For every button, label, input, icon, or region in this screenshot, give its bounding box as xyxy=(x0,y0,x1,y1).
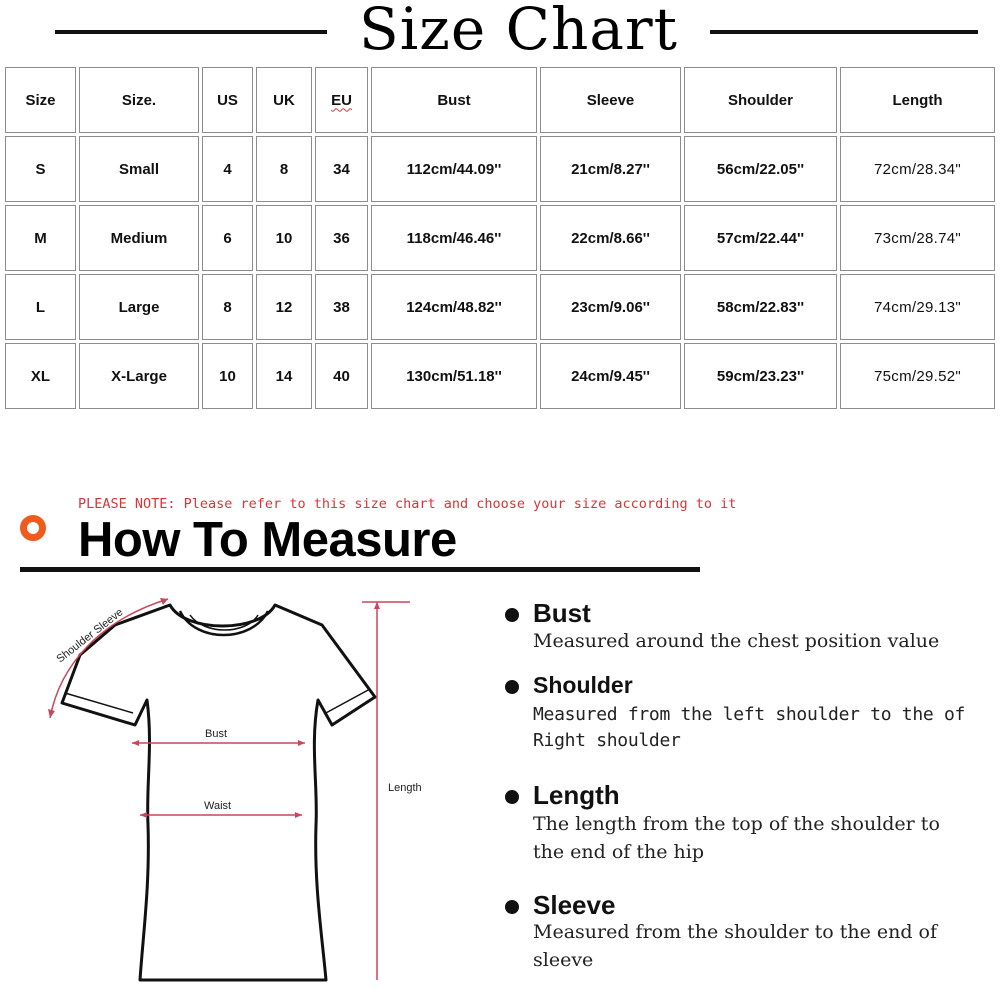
cell-length: 72cm/28.34" xyxy=(840,136,995,202)
bullet-icon xyxy=(505,900,519,914)
cell-sleeve: 22cm/8.66'' xyxy=(540,205,681,271)
definition-desc: The length from the top of the shoulder to the end of the hip xyxy=(533,813,940,863)
cell-us: 4 xyxy=(202,136,253,202)
tshirt-illustration xyxy=(20,585,480,985)
cell-bust: 118cm/46.46'' xyxy=(371,205,537,271)
header-cell-size: Size xyxy=(5,67,76,133)
cell-bust: 130cm/51.18'' xyxy=(371,343,537,409)
cell-size-name: Medium xyxy=(79,205,199,271)
header-eu-label: EU xyxy=(331,91,352,109)
table-row xyxy=(5,274,995,340)
cell-sleeve: 21cm/8.27'' xyxy=(540,136,681,202)
definition-term: Length xyxy=(533,780,620,810)
cell-shoulder: 59cm/23.23'' xyxy=(684,343,837,409)
cell-uk: 14 xyxy=(256,343,312,409)
header-rule-left xyxy=(55,30,327,34)
definition-term: Sleeve xyxy=(533,890,616,920)
length-label: Length xyxy=(388,782,422,794)
cell-sleeve: 23cm/9.06'' xyxy=(540,274,681,340)
cell-us: 6 xyxy=(202,205,253,271)
bullet-icon xyxy=(505,608,519,622)
size-table xyxy=(2,64,998,412)
cell-uk: 8 xyxy=(256,136,312,202)
cell-eu: 36 xyxy=(315,205,368,271)
cell-length: 75cm/29.52" xyxy=(840,343,995,409)
header-rule-right xyxy=(710,30,978,34)
bullet-icon xyxy=(505,790,519,804)
header-cell-length: Length xyxy=(840,67,995,133)
header-cell-eu xyxy=(315,67,368,133)
table-header-row xyxy=(5,67,995,133)
cell-size-name: Small xyxy=(79,136,199,202)
cell-size: M xyxy=(5,205,76,271)
bullet-icon xyxy=(505,680,519,694)
table-bottom-mask xyxy=(0,412,1000,490)
size-chart-title: Size Chart xyxy=(359,0,678,63)
cell-size: L xyxy=(5,274,76,340)
table-row xyxy=(5,205,995,271)
cell-us: 8 xyxy=(202,274,253,340)
tshirt-outline-icon xyxy=(62,605,375,980)
how-to-measure-rule xyxy=(20,567,700,572)
cell-size-name: X-Large xyxy=(79,343,199,409)
cell-eu: 34 xyxy=(315,136,368,202)
cell-bust: 124cm/48.82'' xyxy=(371,274,537,340)
header-cell-shoulder: Shoulder xyxy=(684,67,837,133)
cell-length: 73cm/28.74" xyxy=(840,205,995,271)
cell-shoulder: 58cm/22.83'' xyxy=(684,274,837,340)
bust-label: Bust xyxy=(205,728,228,740)
cell-us: 10 xyxy=(202,343,253,409)
cell-eu: 40 xyxy=(315,343,368,409)
tshirt-diagram xyxy=(20,585,480,985)
header-cell-size-name: Size. xyxy=(79,67,199,133)
waist-label: Waist xyxy=(204,800,232,812)
cell-uk: 10 xyxy=(256,205,312,271)
table-row xyxy=(5,136,995,202)
shoulder-sleeve-label: Shoulder Sleeve xyxy=(54,606,126,666)
cell-length: 74cm/29.13" xyxy=(840,274,995,340)
cell-uk: 12 xyxy=(256,274,312,340)
definition-term: Bust xyxy=(533,598,591,628)
cell-shoulder: 56cm/22.05'' xyxy=(684,136,837,202)
cell-size-name: Large xyxy=(79,274,199,340)
size-chart-header xyxy=(0,0,1000,64)
cell-shoulder: 57cm/22.44'' xyxy=(684,205,837,271)
please-note-text: PLEASE NOTE: Please refer to this size chart and choose your size according to it xyxy=(78,496,737,512)
header-cell-uk: UK xyxy=(256,67,312,133)
definition-desc: Measured around the chest position value xyxy=(533,630,940,652)
cell-size: S xyxy=(5,136,76,202)
cell-eu: 38 xyxy=(315,274,368,340)
cell-sleeve: 24cm/9.45'' xyxy=(540,343,681,409)
orange-ring-icon xyxy=(20,515,46,541)
table-row xyxy=(5,343,995,409)
how-to-measure-title: How To Measure xyxy=(78,513,457,567)
definition-term: Shoulder xyxy=(533,672,633,698)
header-cell-sleeve: Sleeve xyxy=(540,67,681,133)
cell-bust: 112cm/44.09'' xyxy=(371,136,537,202)
cell-size: XL xyxy=(5,343,76,409)
definition-desc: Measured from the left shoulder to the of Right shoulder xyxy=(533,704,966,751)
header-cell-bust: Bust xyxy=(371,67,537,133)
definition-desc: Measured from the shoulder to the end of sleeve xyxy=(533,921,938,971)
header-cell-us: US xyxy=(202,67,253,133)
